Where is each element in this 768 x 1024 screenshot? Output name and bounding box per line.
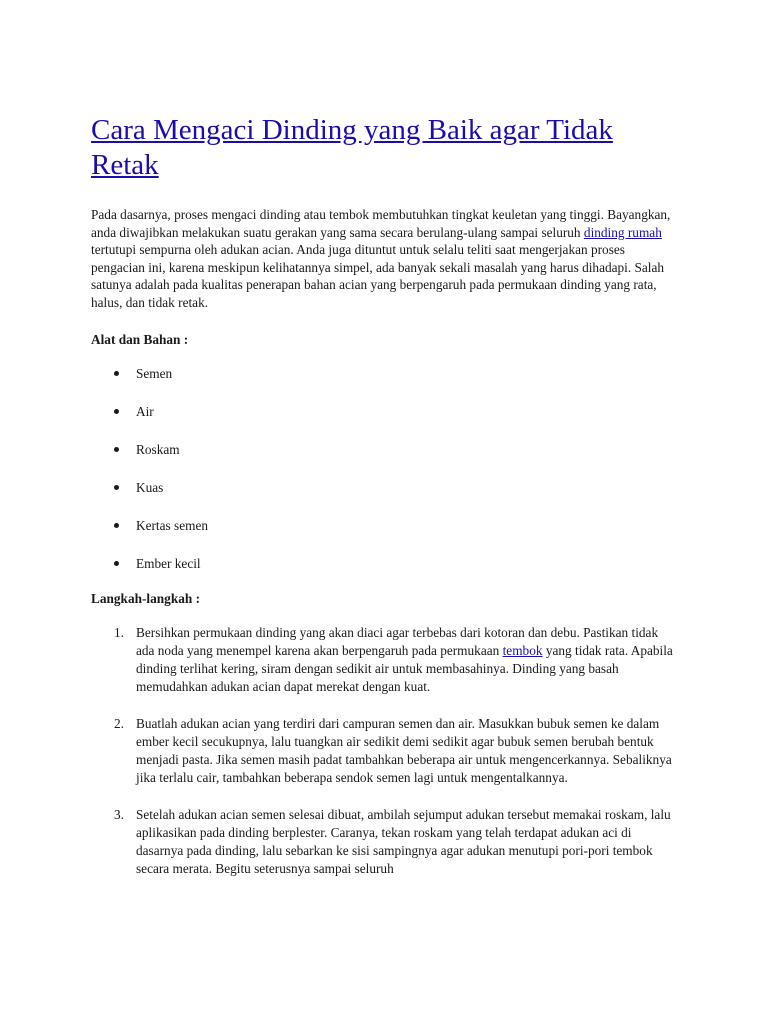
step-text: Setelah adukan acian semen selesai dibuat, ambilah sejumput adukan tersebut memakai roskam, lalu aplikasikan pada dinding berplester. Caranya, tekan roskam yang telah terdapat adukan aci di dasarnya pada dinding, lalu sebarkan ke sisi sampingnya agar adukan menutupi pori-pori tembok secara merata. Begitu seterusnya sampai seluruh <box>136 806 671 876</box>
step-number: 1. <box>114 624 124 640</box>
step-text: Buatlah adukan acian yang terdiri dari campuran semen dan air. Masukkan bubuk semen ke dalam ember kecil secukupnya, lalu tuangkan air sedikit demi sedikit agar bubuk semen berubah bentuk menjadi pasta. Jika semen masih padat tambahkan beberapa air untuk mengencerkannya. Sebaliknya jika terlalu cair, tambahkan beberapa sendok semen lagi untuk mengentalkannya. <box>136 715 672 785</box>
dinding-rumah-link[interactable]: dinding rumah <box>583 224 662 240</box>
article-title-link[interactable]: Cara Mengaci Dinding yang Baik agar Tidak Retak <box>91 114 613 181</box>
tools-list <box>91 365 676 572</box>
intro-paragraph <box>91 206 676 312</box>
step-text-after-link: yang tidak rata. Apabila dinding terlihat kering, siram dengan sedikit air untuk membasahinya. Dinding yang basah memudahkan adukan acian dapat merekat dengan kuat. <box>136 642 673 694</box>
step-item <box>91 715 676 787</box>
list-item <box>91 403 676 420</box>
tool-label: Roskam <box>136 441 180 457</box>
step-text-before-link: Bersihkan permukaan dinding yang akan diaci agar terbebas dari kotoran dan debu. Pastikan tidak ada noda yang menempel karena akan berpengaruh pada permukaan <box>136 624 659 658</box>
article-title <box>91 113 676 183</box>
bullet-icon <box>114 561 119 566</box>
tool-label: Kuas <box>136 479 164 495</box>
tool-label: Kertas semen <box>136 517 208 533</box>
step-item <box>91 624 676 696</box>
tool-label: Ember kecil <box>136 555 201 571</box>
tool-label: Semen <box>136 365 173 381</box>
step-number: 3. <box>114 806 124 822</box>
list-item <box>91 441 676 458</box>
list-item <box>91 555 676 572</box>
bullet-icon <box>114 371 119 376</box>
tools-heading: Alat dan Bahan : <box>91 331 189 347</box>
bullet-icon <box>114 447 119 452</box>
article <box>91 113 676 897</box>
list-item <box>91 517 676 534</box>
bullet-icon <box>114 485 119 490</box>
steps-heading: Langkah-langkah : <box>91 590 201 606</box>
step-item <box>91 806 676 878</box>
bullet-icon <box>114 409 119 414</box>
tembok-link[interactable]: tembok <box>502 642 543 658</box>
bullet-icon <box>114 523 119 528</box>
intro-text-after-link: tertutupi sempurna oleh adukan acian. Anda juga dituntut untuk selalu teliti saat mengerjakan proses pengacian ini, karena meskipun kelihatannya simpel, ada banyak sekali masalah yang harus dihadapi. Salah satunya adalah pada kualitas penerapan bahan acian yang berpengaruh pada permukaan dinding yang rata, halus, dan tidak retak. <box>91 242 665 310</box>
steps-list <box>91 624 676 878</box>
tool-label: Air <box>136 403 154 419</box>
intro-text-before-link: Pada dasarnya, proses mengaci dinding atau tembok membutuhkan tingkat keuletan yang tinggi. Bayangkan, anda diwajibkan melakukan suatu gerakan yang sama secara berulang-ulang sampai seluruh <box>91 207 671 240</box>
list-item <box>91 479 676 496</box>
list-item <box>91 365 676 382</box>
step-number: 2. <box>114 715 124 731</box>
